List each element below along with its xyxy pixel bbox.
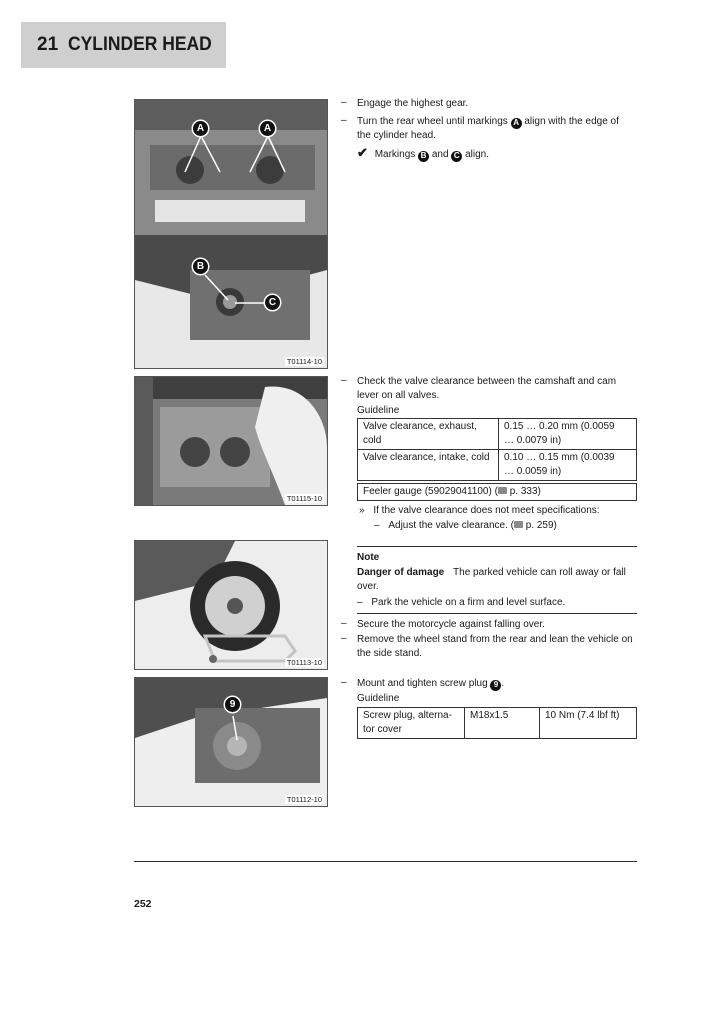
check-markings: ✔ Markings B and C align. <box>357 145 489 160</box>
condition-marker: » <box>359 505 365 516</box>
check-icon: ✔ <box>357 145 368 160</box>
book-icon <box>514 521 523 528</box>
marker-c: C <box>265 295 280 310</box>
marker-9: 9 <box>225 697 240 712</box>
step-check-clearance-cont: lever on all valves. <box>357 390 440 401</box>
chapter-header <box>21 22 226 68</box>
marker-a-left: A <box>193 121 208 136</box>
danger-line: Danger of damage The parked vehicle can roll away or fall <box>357 567 626 578</box>
valve-clearance-table <box>357 418 637 481</box>
step-engage-gear: Engage the highest gear. <box>357 98 469 109</box>
guideline-label: Guideline <box>357 405 400 416</box>
page-number: 252 <box>134 898 152 910</box>
marker-c-inline: C <box>451 151 462 162</box>
condition-line: » If the valve clearance does not meet specifications: <box>359 505 600 516</box>
photo-rear-wheel-stand-illustration <box>135 541 327 669</box>
photo-valve-clearance-illustration <box>135 377 327 505</box>
note-top-rule <box>357 546 637 547</box>
bullet-dash: – <box>341 633 347 644</box>
note-action: – Park the vehicle on a firm and level surface. <box>357 597 566 608</box>
bullet-dash: – <box>341 618 347 629</box>
photo-rear-wheel-stand <box>134 540 328 670</box>
table-row: Feeler gauge (59029041100) ( p. 333) <box>358 484 637 501</box>
danger-line-cont: over. <box>357 581 379 592</box>
photo-valve-clearance <box>134 376 328 506</box>
bullet-dash: – <box>341 115 347 126</box>
step-check-clearance: Check the valve clearance between the camshaft and cam <box>357 376 617 387</box>
marker-b: B <box>193 259 208 274</box>
photo-ref: T01113-10 <box>286 658 322 667</box>
step-remove-stand-cont: the side stand. <box>357 648 423 659</box>
sub-step-adjust: – Adjust the valve clearance. ( p. 259) <box>374 520 557 531</box>
marker-9-inline: 9 <box>490 680 501 691</box>
photo-camshaft-markings <box>134 99 328 369</box>
bullet-dash: – <box>341 97 347 108</box>
adjust-page-link[interactable]: p. 259) <box>522 520 557 531</box>
step-secure: Secure the motorcycle against falling over. <box>357 619 545 630</box>
photo-ref: T01115-10 <box>286 494 322 503</box>
marker-b-inline: B <box>418 151 429 162</box>
marker-a-inline: A <box>511 118 522 129</box>
tool-table <box>357 483 637 501</box>
chapter-number: 21 <box>37 34 59 55</box>
book-icon <box>498 487 507 494</box>
table-row: Valve clearance, exhaust, cold 0.15 … 0.20 mm (0.0059 … 0.0079 in) <box>358 419 637 450</box>
step-turn-wheel: Turn the rear wheel until markings A align with the edge of <box>357 116 619 127</box>
photo-camshaft-markings-illustration <box>135 100 327 368</box>
photo-screw-plug <box>134 677 328 807</box>
photo-ref: T01112-10 <box>286 795 322 804</box>
torque-table <box>357 707 637 739</box>
table-row: Valve clearance, intake, cold 0.10 … 0.15 mm (0.0039 … 0.0059 in) <box>358 450 637 481</box>
guideline-label: Guideline <box>357 693 400 704</box>
note-title: Note <box>357 552 380 563</box>
chapter-title: CYLINDER HEAD <box>68 34 212 55</box>
step-remove-stand: Remove the wheel stand from the rear and lean the vehicle on <box>357 634 633 645</box>
bullet-dash: – <box>341 375 347 386</box>
marker-a-right: A <box>260 121 275 136</box>
note-bottom-rule <box>357 613 637 614</box>
footer-rule <box>134 861 637 862</box>
step-mount-plug: Mount and tighten screw plug 9 . <box>357 678 505 689</box>
photo-ref: T01114-10 <box>286 357 322 366</box>
tool-page-link[interactable]: p. 333) <box>506 486 541 497</box>
table-row: Screw plug, alterna- tor cover M18x1.5 10 Nm (7.4 lbf ft) <box>358 708 637 739</box>
bullet-dash: – <box>341 677 347 688</box>
step-turn-wheel-cont: the cylinder head. <box>357 130 436 141</box>
